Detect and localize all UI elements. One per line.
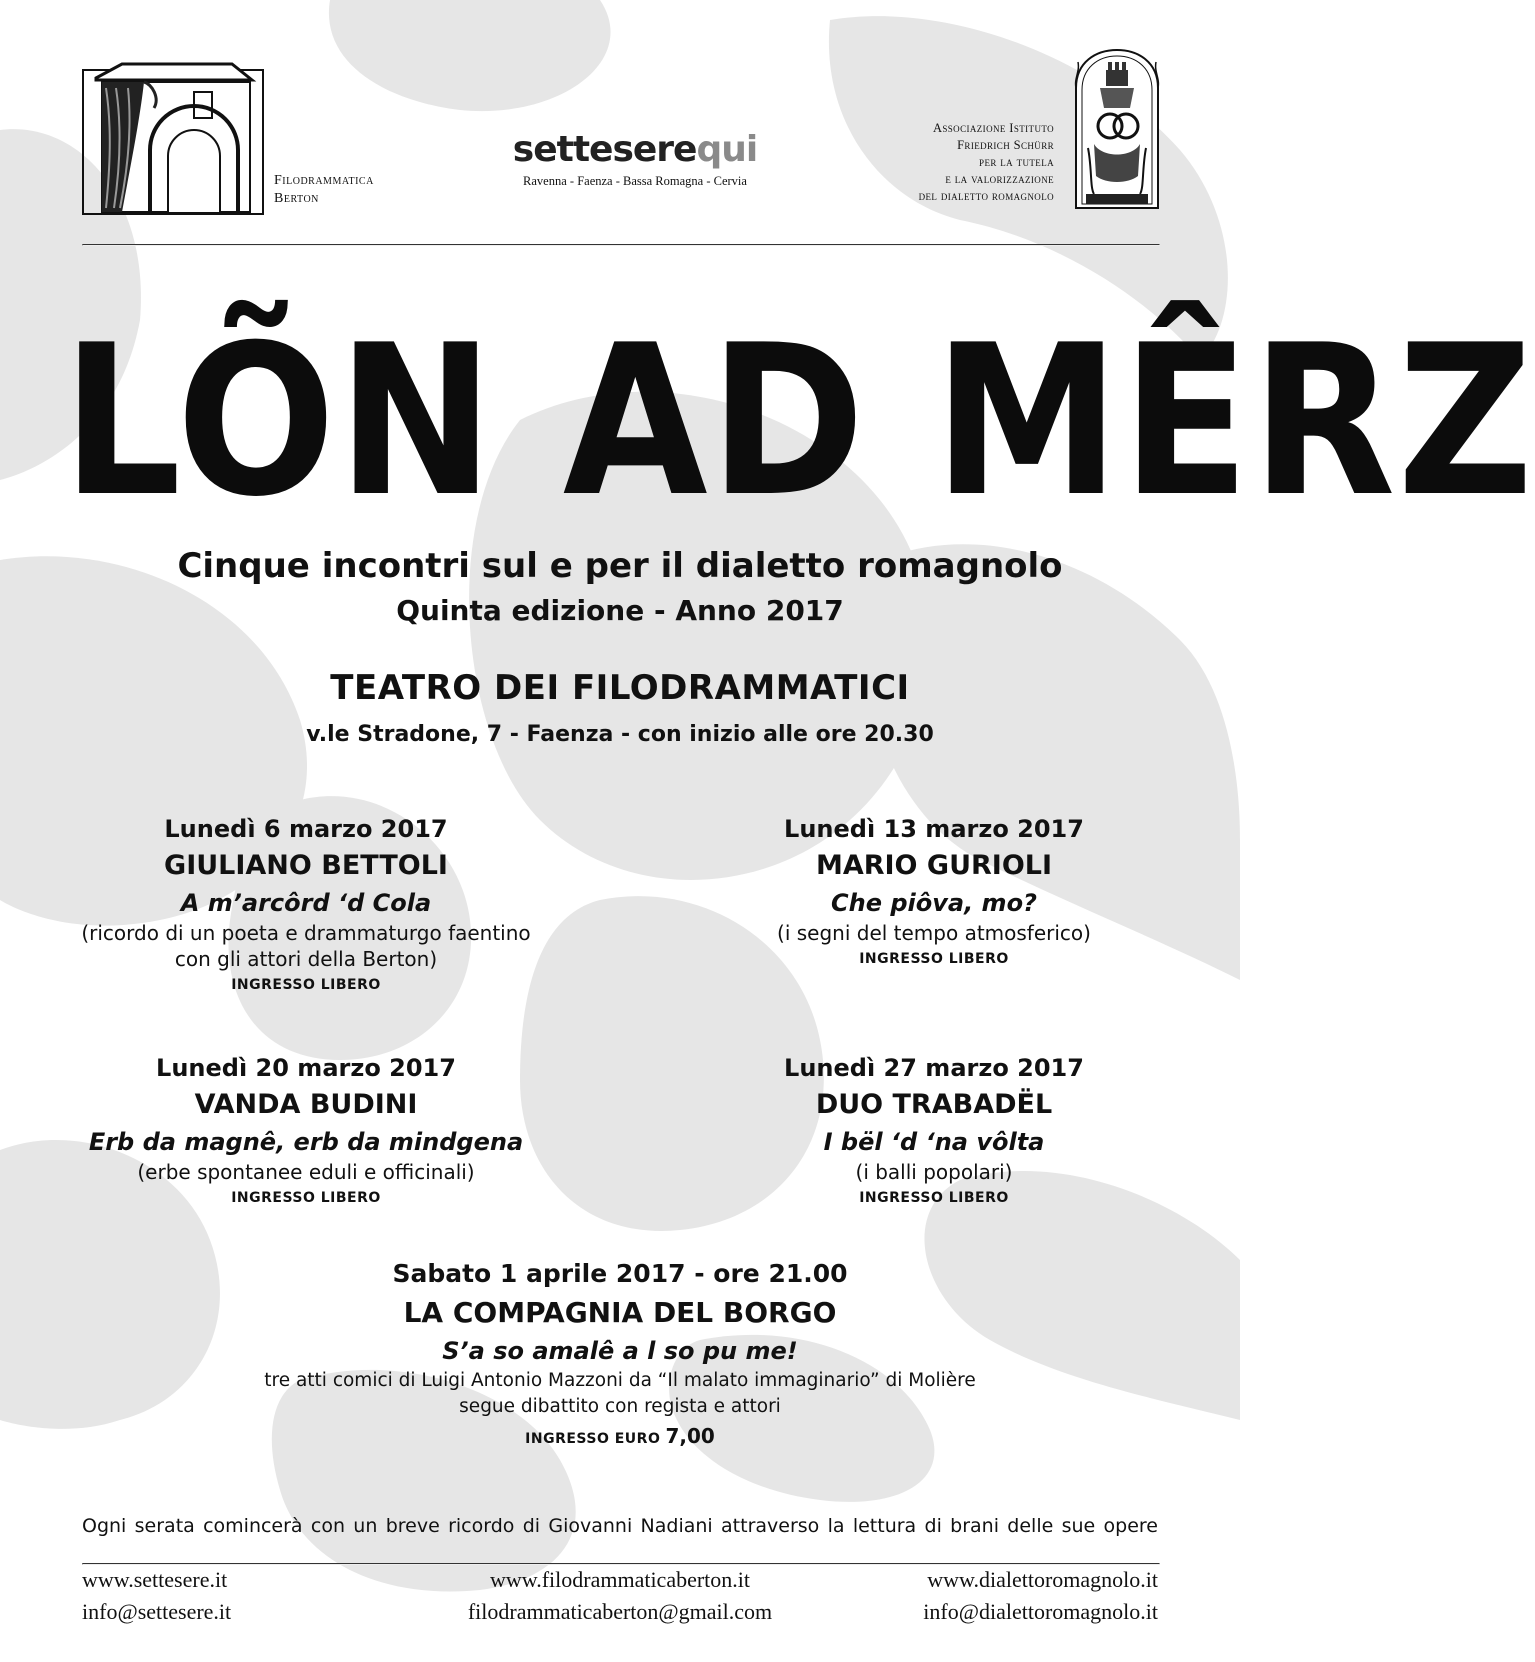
event-speaker: MARIO GURIOLI: [815, 850, 1053, 881]
final-event-block: [0, 1256, 1240, 1455]
footer-left: [82, 1564, 231, 1628]
footer-right: [923, 1564, 1158, 1628]
event-speaker: GIULIANO BETTOLI: [164, 850, 448, 881]
footer-link-email[interactable]: info@dialettoromagnolo.it: [923, 1599, 1158, 1624]
event-work: I bël ‘d ‘na vôlta: [823, 1128, 1045, 1156]
wordmark-accent: qui: [696, 129, 758, 170]
final-event-entry: [0, 1420, 1240, 1455]
final-event-work: S’a so amalê a l so pu me!: [442, 1337, 798, 1365]
subtitle: Cinque incontri sul e per il dialetto romagnolo: [177, 546, 1063, 586]
right-text-line: Associazione Istituto: [932, 121, 1054, 135]
event-date: Lunedì 13 marzo 2017: [784, 815, 1084, 843]
right-text-line: e la valorizzazione: [945, 172, 1054, 186]
entry-price: 7,00: [665, 1424, 715, 1448]
venue-name: TEATRO DEI FILODRAMMATICI: [330, 668, 910, 708]
footer-link-web[interactable]: www.settesere.it: [82, 1567, 228, 1592]
venue-address: v.le Stradone, 7 - Faenza - con inizio alle ore 20.30: [306, 722, 934, 747]
event-date: Lunedì 6 marzo 2017: [164, 815, 448, 843]
footer-link-email[interactable]: filodrammaticaberton@gmail.com: [467, 1599, 773, 1624]
event-block: [26, 812, 586, 998]
footer-center: [350, 1564, 890, 1628]
right-text-line: Friedrich Schürr: [957, 138, 1054, 152]
event-speaker: DUO TRABADËL: [815, 1089, 1053, 1120]
event-date: Lunedì 20 marzo 2017: [156, 1054, 456, 1082]
footer-link-email[interactable]: info@settesere.it: [82, 1599, 232, 1624]
event-speaker: VANDA BUDINI: [194, 1089, 418, 1120]
final-event-company: LA COMPAGNIA DEL BORGO: [403, 1296, 837, 1329]
final-event-description: tre atti comici di Luigi Antonio Mazzoni da “Il malato immaginario” di Molière: [264, 1370, 976, 1391]
final-event-date: Sabato 1 aprile 2017 - ore 21.00: [392, 1259, 848, 1288]
event-description: (ricordo di un poeta e drammaturgo faentino: [81, 921, 531, 945]
entry-label: INGRESSO EURO: [525, 1431, 661, 1447]
event-description: con gli attori della Berton): [174, 947, 438, 971]
event-block: [654, 812, 1214, 972]
closing-note: Ogni serata comincerà con un breve ricordo di Giovanni Nadiani attraverso la lettura di brani delle sue opere: [82, 1515, 1158, 1537]
right-text-line: per la tutela: [979, 155, 1054, 169]
event-work: Erb da magnê, erb da mindgena: [88, 1128, 524, 1156]
event-entry: INGRESSO LIBERO: [859, 1190, 1009, 1206]
event-entry: INGRESSO LIBERO: [859, 951, 1009, 967]
event-work: A m’arcôrd ‘d Cola: [180, 889, 432, 917]
main-title: LÕN AD MÊRZ: [62, 301, 1535, 543]
event-entry: INGRESSO LIBERO: [231, 977, 381, 993]
event-description: (i segni del tempo atmosferico): [777, 921, 1091, 945]
event-description: (i balli popolari): [855, 1160, 1013, 1184]
footer-link-web[interactable]: www.dialettoromagnolo.it: [927, 1567, 1158, 1592]
settesere-wordmark: [470, 130, 800, 170]
event-block: [654, 1051, 1214, 1211]
settesere-tagline: Ravenna - Faenza - Bassa Romagna - Cervia: [523, 174, 747, 188]
theatre-building-logo-icon: [82, 58, 264, 216]
event-entry: INGRESSO LIBERO: [231, 1190, 381, 1206]
istituto-schurr-label: [919, 120, 1054, 205]
event-date: Lunedì 27 marzo 2017: [784, 1054, 1084, 1082]
filodrammatica-berton-label: [274, 172, 374, 208]
header-divider: [82, 244, 1160, 246]
event-description: (erbe spontanee eduli e officinali): [137, 1160, 475, 1184]
left-logo-line: Filodrammatica: [274, 173, 374, 188]
friedrich-schurr-seal-icon: [1072, 48, 1162, 210]
edition: Quinta edizione - Anno 2017: [396, 594, 844, 627]
right-text-line: del dialetto romagnolo: [918, 189, 1054, 203]
footer-link-web[interactable]: www.filodrammaticaberton.it: [489, 1567, 751, 1592]
wordmark-main: settesere: [512, 129, 697, 170]
event-work: Che piôva, mo?: [831, 889, 1037, 917]
final-event-description: segue dibattito con regista e attori: [459, 1396, 781, 1417]
settesere-logo: [470, 130, 800, 189]
event-block: [26, 1051, 586, 1211]
left-logo-line: Berton: [274, 191, 319, 206]
